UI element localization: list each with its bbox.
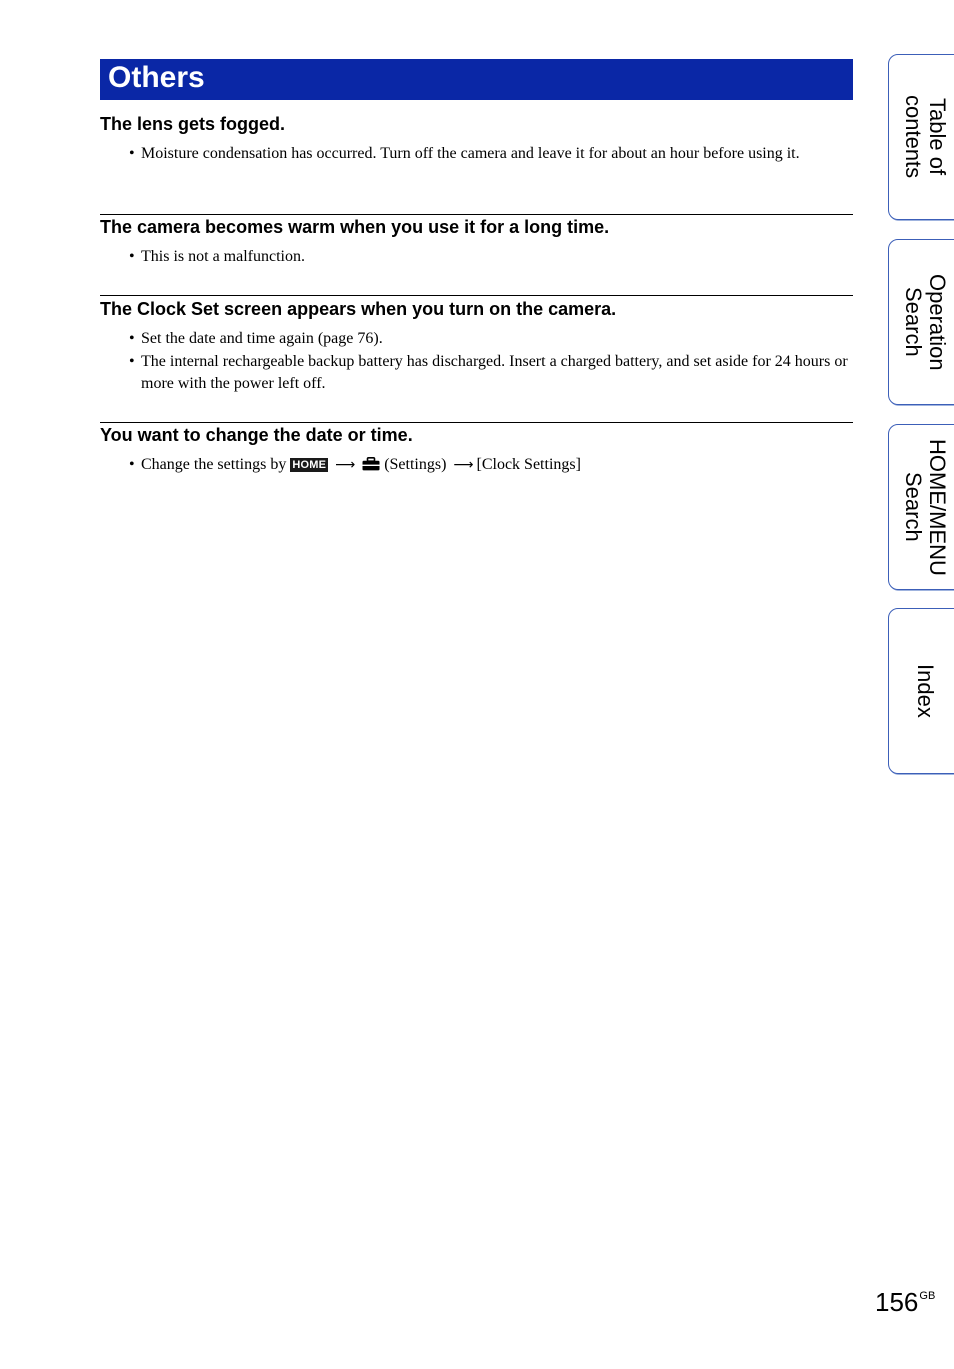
page-title: Others xyxy=(108,61,205,94)
section-heading: The lens gets fogged. xyxy=(100,114,286,134)
list-item: • This is not a malfunction. xyxy=(129,248,305,265)
list-item: • Set the date and time again (page 76). xyxy=(129,330,383,347)
list-item: • Moisture condensation has occurred. Turn off the camera and leave it for about an hour before using it. xyxy=(129,145,800,162)
section-divider xyxy=(100,295,853,296)
list-item: • The internal rechargeable backup battery has discharged. Insert a charged battery, and set aside for 24 hours or more with the power left off. xyxy=(129,353,848,392)
tab-label: Operation Search xyxy=(901,273,950,371)
right-arrow-icon: ⟶ xyxy=(335,457,356,473)
page-title-banner xyxy=(100,59,853,100)
tab-home-menu-search[interactable] xyxy=(888,424,954,590)
section-divider xyxy=(100,214,853,215)
tab-label: Table of contents xyxy=(901,95,950,179)
section-divider xyxy=(100,422,853,423)
tab-operation-search[interactable] xyxy=(888,239,954,405)
bullet-list xyxy=(129,454,849,476)
tab-label: Index xyxy=(913,664,938,718)
bullet-list xyxy=(129,246,849,268)
section-heading: The Clock Set screen appears when you turn on the camera. xyxy=(100,299,617,319)
tab-label: HOME/MENU Search xyxy=(901,438,950,576)
home-button-icon: HOME xyxy=(292,459,327,471)
section-heading: The camera becomes warm when you use it for a long time. xyxy=(100,217,610,237)
bullet-list xyxy=(129,328,849,395)
page-number: $156^{GB}$ xyxy=(875,1287,936,1317)
tab-table-of-contents[interactable] xyxy=(888,54,954,220)
tab-index[interactable] xyxy=(888,608,954,774)
right-arrow-icon: ⟶ xyxy=(453,457,474,473)
list-item: • Change the settings by HOME ⟶ (Settings) ⟶ [Clock Settings] xyxy=(129,454,849,476)
region-code: GB xyxy=(919,1290,936,1302)
section-heading: You want to change the date or time. xyxy=(100,425,413,445)
toolbox-icon xyxy=(362,457,380,471)
bullet-list xyxy=(129,143,849,165)
